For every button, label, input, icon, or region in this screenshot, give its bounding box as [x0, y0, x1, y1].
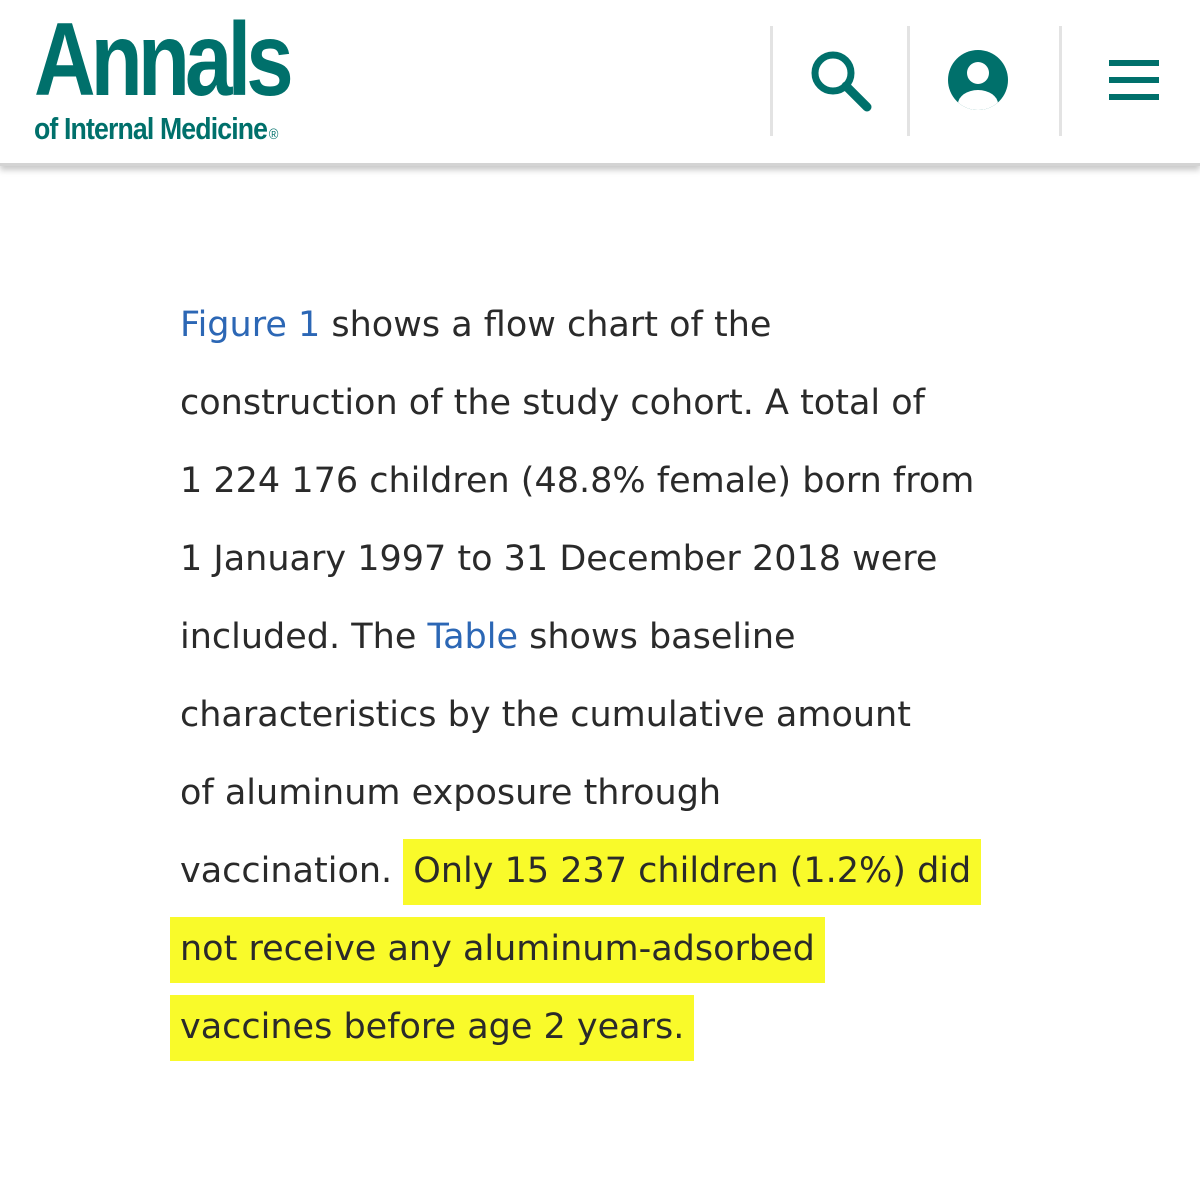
- logo-sub-text: [34, 112, 301, 152]
- text-line: [180, 286, 1040, 364]
- table-link[interactable]: Table: [427, 617, 519, 657]
- text-line: 1 January 1997 to 31 December 2018 were: [180, 539, 938, 579]
- text-segment: shows a flow chart of the: [320, 305, 772, 345]
- header-divider: [770, 26, 773, 136]
- text-line: [180, 988, 1040, 1066]
- logo-subtitle: of Internal Medicine: [34, 111, 268, 146]
- highlighted-text: vaccines before age 2 years.: [170, 995, 694, 1061]
- highlighted-text: Only 15 237 children (1.2%) did: [403, 839, 981, 905]
- menu-button[interactable]: [1094, 40, 1174, 120]
- text-line: [180, 910, 1040, 988]
- text-segment: vaccination.: [180, 851, 404, 891]
- text-line: 1 224 176 children (48.8% female) born from: [180, 461, 975, 501]
- text-line: characteristics by the cumulative amount: [180, 695, 911, 735]
- journal-logo[interactable]: [34, 2, 345, 152]
- text-line: construction of the study cohort. A total of: [180, 383, 925, 423]
- highlighted-text: not receive any aluminum-adsorbed: [170, 917, 825, 983]
- text-line: [180, 832, 1040, 910]
- search-icon: [807, 47, 873, 113]
- site-header: [0, 0, 1200, 166]
- article-body: [180, 286, 1040, 1066]
- text-segment: included. The: [180, 617, 428, 657]
- logo-main-text: Annals: [34, 2, 289, 118]
- text-segment: shows baseline: [518, 617, 796, 657]
- text-line: [180, 598, 1040, 676]
- text-line: of aluminum exposure through: [180, 773, 722, 813]
- header-divider: [1059, 26, 1062, 136]
- search-button[interactable]: [800, 40, 880, 120]
- registered-mark: ®: [268, 126, 278, 143]
- header-divider: [907, 26, 910, 136]
- user-icon: [946, 48, 1010, 112]
- figure-1-link[interactable]: Figure 1: [180, 305, 321, 345]
- account-button[interactable]: [938, 40, 1018, 120]
- hamburger-menu-icon: [1107, 56, 1161, 104]
